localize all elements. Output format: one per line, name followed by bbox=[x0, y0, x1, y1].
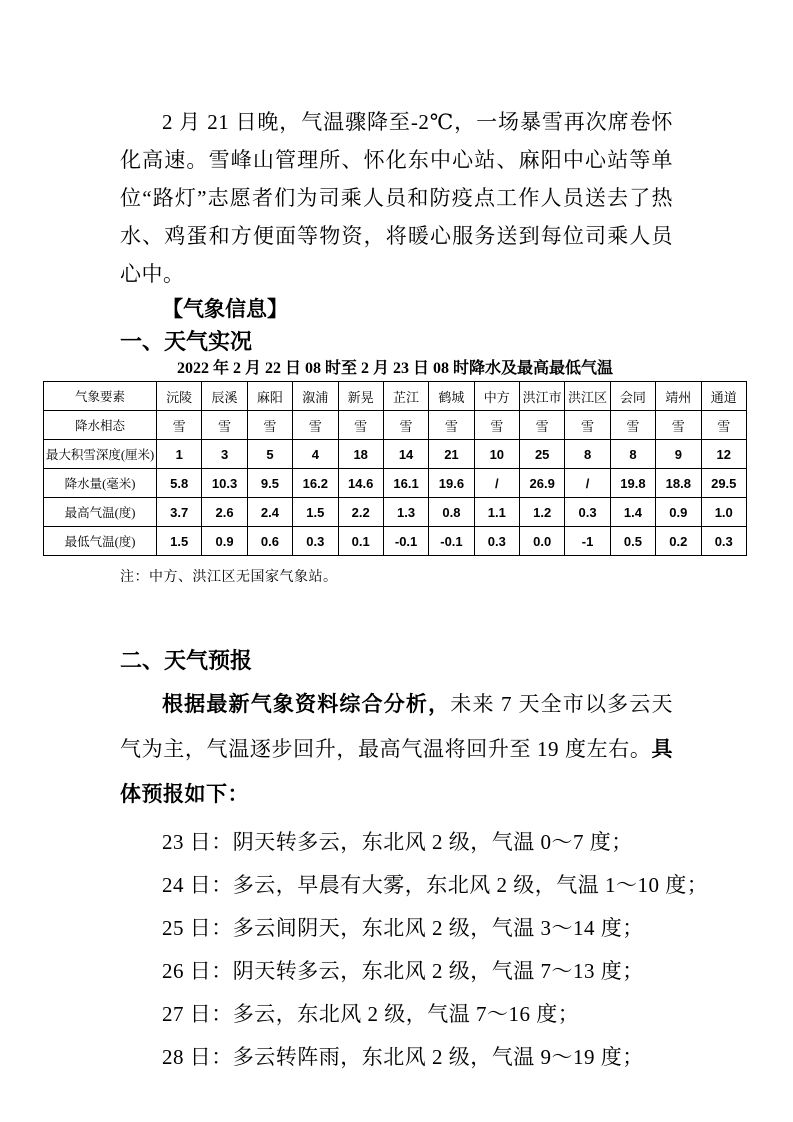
forecast-day-line: 26 日：阴天转多云，东北风 2 级，气温 7～13 度； bbox=[162, 959, 644, 983]
table-cell: 19.8 bbox=[610, 469, 655, 498]
table-cell: 1.5 bbox=[157, 527, 202, 556]
table-cell: -1 bbox=[565, 527, 610, 556]
table-row-label: 降水量(毫米) bbox=[44, 469, 157, 498]
table-cell: 雪 bbox=[383, 411, 428, 440]
table-cell: 8 bbox=[610, 440, 655, 469]
table-cell: 0.5 bbox=[610, 527, 655, 556]
forecast-day-list bbox=[120, 821, 709, 1079]
table-cell: 21 bbox=[429, 440, 474, 469]
table-cell: 雪 bbox=[610, 411, 655, 440]
forecast-day-line: 25 日：多云间阴天，东北风 2 级，气温 3～14 度； bbox=[162, 916, 644, 940]
table-cell: 0.9 bbox=[202, 527, 247, 556]
section-heading-weather-actual: 一、天气实况 bbox=[120, 329, 253, 354]
table-cell: 5 bbox=[247, 440, 292, 469]
table-cell: 0.2 bbox=[656, 527, 701, 556]
table-row bbox=[44, 411, 747, 440]
table-cell: 雪 bbox=[247, 411, 292, 440]
table-cell: 0.9 bbox=[656, 498, 701, 527]
forecast-day-line: 24 日：多云，早晨有大雾，东北风 2 级，气温 1～10 度； bbox=[162, 873, 709, 897]
forecast-lead-paragraph bbox=[120, 682, 673, 817]
table-header-cell: 芷江 bbox=[383, 382, 428, 411]
table-cell: 0.1 bbox=[338, 527, 383, 556]
table-cell: 雪 bbox=[293, 411, 338, 440]
table-cell: 9 bbox=[656, 440, 701, 469]
table-cell: 4 bbox=[293, 440, 338, 469]
table-header-cell: 鹤城 bbox=[429, 382, 474, 411]
table-cell: 雪 bbox=[157, 411, 202, 440]
table-row-label: 降水相态 bbox=[44, 411, 157, 440]
table-header-cell: 洪江市 bbox=[520, 382, 565, 411]
weather-table-title: 2022 年 2 月 22 日 08 时至 2 月 23 日 08 时降水及最高最低气温 bbox=[176, 360, 613, 377]
forecast-day-line: 28 日：多云转阵雨，东北风 2 级，气温 9～19 度； bbox=[162, 1045, 644, 1069]
table-header-cell: 气象要素 bbox=[44, 382, 157, 411]
table-header-cell: 靖州 bbox=[656, 382, 701, 411]
table-cell: 0.3 bbox=[474, 527, 519, 556]
table-row bbox=[44, 498, 747, 527]
table-header-cell: 麻阳 bbox=[247, 382, 292, 411]
table-cell: 5.8 bbox=[157, 469, 202, 498]
table-header-cell: 新晃 bbox=[338, 382, 383, 411]
forecast-lead-normal: 未来 7 天全市以多云天气为主，气温逐步回升，最高气温将回升至 19 度左右。 bbox=[120, 692, 674, 761]
table-cell: 0.3 bbox=[565, 498, 610, 527]
forecast-lead-bold-end: 具体预报如下： bbox=[120, 738, 673, 806]
table-cell: 16.2 bbox=[293, 469, 338, 498]
table-cell: 0.8 bbox=[429, 498, 474, 527]
table-header-cell: 溆浦 bbox=[293, 382, 338, 411]
table-cell: 14 bbox=[383, 440, 428, 469]
table-cell: 16.1 bbox=[383, 469, 428, 498]
table-cell: 雪 bbox=[701, 411, 747, 440]
forecast-day-line: 23 日：阴天转多云，东北风 2 级，气温 0～7 度； bbox=[162, 830, 633, 854]
table-cell: 0.3 bbox=[701, 527, 747, 556]
table-row-label: 最低气温(度) bbox=[44, 527, 157, 556]
table-row bbox=[44, 527, 747, 556]
table-cell: 2.2 bbox=[338, 498, 383, 527]
forecast-day-line: 27 日：多云，东北风 2 级，气温 7～16 度； bbox=[162, 1002, 580, 1026]
table-note: 注：中方、洪江区无国家气象站。 bbox=[120, 570, 338, 585]
table-cell: 26.9 bbox=[520, 469, 565, 498]
table-cell: 0.6 bbox=[247, 527, 292, 556]
table-row bbox=[44, 469, 747, 498]
table-cell: 18 bbox=[338, 440, 383, 469]
table-header-cell: 沅陵 bbox=[157, 382, 202, 411]
table-cell: 19.6 bbox=[429, 469, 474, 498]
table-cell: 2.4 bbox=[247, 498, 292, 527]
table-header-cell: 通道 bbox=[701, 382, 747, 411]
table-cell: 18.8 bbox=[656, 469, 701, 498]
table-header-cell: 会同 bbox=[610, 382, 655, 411]
table-cell: 3 bbox=[202, 440, 247, 469]
table-cell: 10.3 bbox=[202, 469, 247, 498]
table-cell: 雪 bbox=[565, 411, 610, 440]
weather-observation-table bbox=[43, 381, 747, 556]
table-cell: 1.2 bbox=[520, 498, 565, 527]
table-cell: 10 bbox=[474, 440, 519, 469]
weather-info-header: 【气象信息】 bbox=[162, 298, 288, 321]
table-header-cell: 洪江区 bbox=[565, 382, 610, 411]
table-cell: 0.0 bbox=[520, 527, 565, 556]
table-cell: 雪 bbox=[202, 411, 247, 440]
table-cell: 1.0 bbox=[701, 498, 747, 527]
table-row-label: 最大积雪深度(厘米) bbox=[44, 440, 157, 469]
table-cell: 9.5 bbox=[247, 469, 292, 498]
section-heading-weather-forecast: 二、天气预报 bbox=[120, 648, 253, 673]
table-header-cell: 中方 bbox=[474, 382, 519, 411]
table-cell: 雪 bbox=[474, 411, 519, 440]
table-cell: 1.1 bbox=[474, 498, 519, 527]
table-cell: 3.7 bbox=[157, 498, 202, 527]
table-cell: 1.4 bbox=[610, 498, 655, 527]
table-header-cell: 辰溪 bbox=[202, 382, 247, 411]
table-cell: 雪 bbox=[338, 411, 383, 440]
table-cell: 14.6 bbox=[338, 469, 383, 498]
table-cell: -0.1 bbox=[383, 527, 428, 556]
table-cell: 1.5 bbox=[293, 498, 338, 527]
table-cell: / bbox=[474, 469, 519, 498]
table-cell: 0.3 bbox=[293, 527, 338, 556]
table-cell: 25 bbox=[520, 440, 565, 469]
table-cell: 1.3 bbox=[383, 498, 428, 527]
table-row-label: 最高气温(度) bbox=[44, 498, 157, 527]
table-cell: 12 bbox=[701, 440, 747, 469]
forecast-lead-bold-start: 根据最新气象资料综合分析， bbox=[162, 693, 451, 716]
table-cell: / bbox=[565, 469, 610, 498]
table-cell: 8 bbox=[565, 440, 610, 469]
table-cell: 雪 bbox=[656, 411, 701, 440]
table-header-row bbox=[44, 382, 747, 411]
table-cell: 雪 bbox=[520, 411, 565, 440]
table-row bbox=[44, 440, 747, 469]
intro-paragraph: 2 月 21 日晚，气温骤降至-2℃，一场暴雪再次席卷怀化高速。雪峰山管理所、怀化东中心站、麻阳中心站等单位“路灯”志愿者们为司乘人员和防疫点工作人员送去了热水、鸡蛋和方便面等物资，将暖心服务送到每位司乘人员心中。 bbox=[120, 110, 673, 286]
table-cell: 2.6 bbox=[202, 498, 247, 527]
table-cell: 雪 bbox=[429, 411, 474, 440]
table-cell: 29.5 bbox=[701, 469, 747, 498]
table-cell: -0.1 bbox=[429, 527, 474, 556]
table-cell: 1 bbox=[157, 440, 202, 469]
